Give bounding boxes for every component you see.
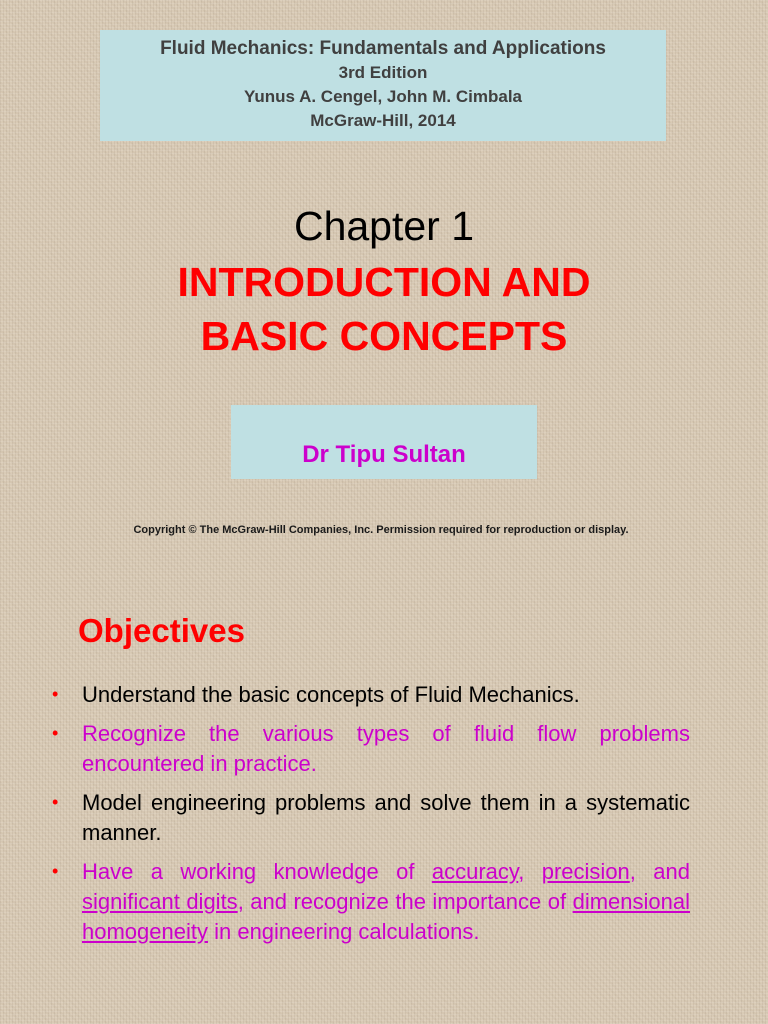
book-title: Fluid Mechanics: Fundamentals and Applications xyxy=(160,38,606,59)
bullet-icon: • xyxy=(52,792,59,812)
objective-text: Model engineering problems and solve them in a systematic manner. xyxy=(82,790,690,845)
objective-text-part: , xyxy=(518,859,542,884)
term-dimensional-homogeneity: dimensional homogeneity xyxy=(82,889,690,944)
objective-text-part: Have a working knowledge of xyxy=(82,859,432,884)
book-publisher: McGraw-Hill, 2014 xyxy=(310,111,456,130)
chapter-number: Chapter 1 xyxy=(293,203,475,249)
objective-item xyxy=(50,788,690,848)
objective-item xyxy=(50,680,690,710)
term-accuracy: accuracy xyxy=(431,859,519,884)
objective-text-part: , and recognize the importance of xyxy=(237,889,573,914)
book-authors: Yunus A. Cengel, John M. Cimbala xyxy=(243,87,523,106)
copyright-notice: Copyright © The McGraw-Hill Companies, Inc. Permission required for reproduction or display. xyxy=(133,524,629,536)
objective-text-part: , and xyxy=(629,859,690,884)
objective-text xyxy=(82,857,690,947)
objectives-list xyxy=(50,680,690,956)
bullet-icon: • xyxy=(52,723,59,743)
chapter-title xyxy=(0,255,768,363)
objective-item xyxy=(50,719,690,779)
objective-text: Recognize the various types of fluid flow problems encountered in practice. xyxy=(82,721,690,776)
chapter-title-line-1: INTRODUCTION AND xyxy=(177,259,591,305)
presenter-name: Dr Tipu Sultan xyxy=(302,441,466,468)
term-significant-digits: significant digits xyxy=(82,889,238,914)
objective-text-part: in engineering calculations. xyxy=(207,919,480,944)
book-edition: 3rd Edition xyxy=(338,63,428,82)
bullet-icon: • xyxy=(52,684,59,704)
objectives-heading: Objectives xyxy=(78,612,245,649)
chapter-title-line-2: BASIC CONCEPTS xyxy=(200,313,568,359)
term-precision: precision xyxy=(541,859,630,884)
presenter-box xyxy=(231,405,537,479)
objective-item xyxy=(50,857,690,947)
objective-text: Understand the basic concepts of Fluid Mechanics. xyxy=(82,682,580,707)
bullet-icon: • xyxy=(52,861,59,881)
book-info-box xyxy=(100,30,666,141)
